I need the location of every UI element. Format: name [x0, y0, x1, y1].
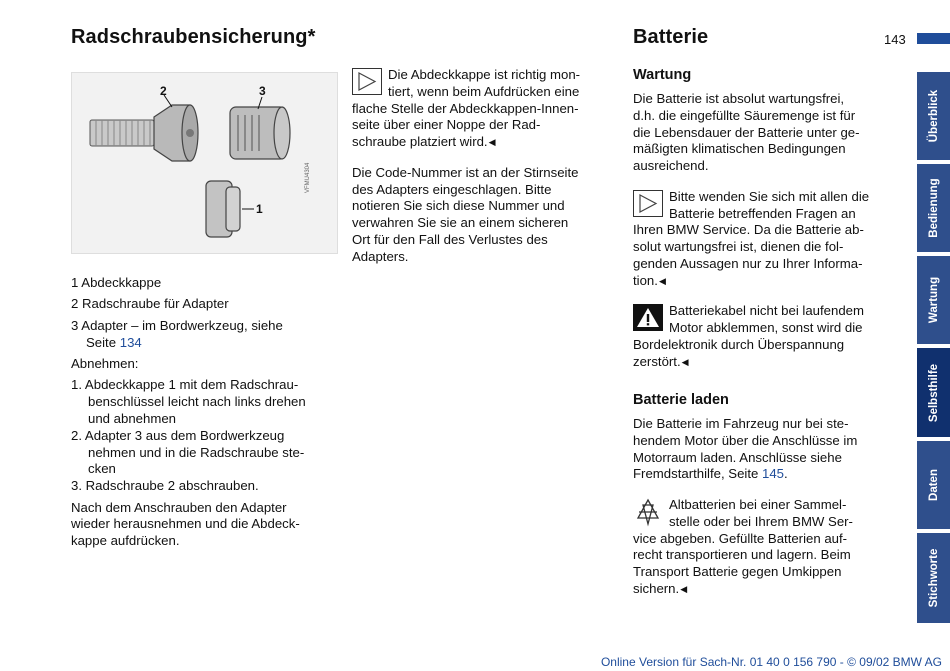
figure-callout-3: 3 — [259, 84, 266, 98]
end-marker-icon: ◀ — [681, 356, 689, 367]
warning-icon — [633, 304, 663, 331]
recycle-line-6-text: sichern. — [633, 580, 680, 596]
tab-label-wartung: Wartung — [927, 276, 940, 324]
recycle-icon — [633, 497, 663, 527]
abnehmen-heading: Abnehmen: — [71, 355, 139, 371]
step-1-line-2: benschlüssel leicht nach links drehen — [88, 394, 306, 410]
cap-note-line-5-text: schraube platziert wird. — [352, 134, 488, 150]
recycle-line-1: Altbatterien bei einer Sammel- — [669, 496, 847, 512]
tab-daten[interactable] — [917, 441, 950, 529]
service-note-line-2: Batterie betreffenden Fragen an — [669, 205, 856, 221]
service-note-line-6-text: tion. — [633, 272, 658, 288]
tab-label-stichworte: Stichworte — [927, 548, 940, 608]
code-para-line-6: Adapters. — [352, 248, 409, 264]
code-para-line-3: notieren Sie sich diese Nummer und — [352, 198, 565, 214]
step-2-line-1: 2. Adapter 3 aus dem Bordwerkzeug — [71, 427, 285, 443]
legend-item-3-ref — [71, 335, 343, 352]
warning-line-3: Bordelektronik durch Überspannung — [633, 336, 845, 352]
tab-label-ueberblick: Überblick — [927, 89, 940, 143]
end-marker-icon: ◀ — [488, 137, 496, 148]
recycle-line-3: vice abgeben. Gefüllte Batterien auf- — [633, 530, 848, 546]
warning-line-4 — [633, 354, 908, 371]
legend-item-2: 2 Radschraube für Adapter — [71, 296, 229, 312]
laden-line-4-text: Fremdstarthilfe, Seite — [633, 466, 762, 482]
recycle-line-4: recht transportieren und lagern. Beim — [633, 547, 851, 563]
service-note-line-4: solut wartungsfrei ist, dienen die fol- — [633, 239, 844, 255]
after-para-line-2: wieder herausnehmen und die Abdeck- — [71, 516, 300, 532]
cap-note-line-1: Die Abdeckkappe ist richtig mon- — [388, 67, 581, 82]
left-column-text — [71, 275, 343, 550]
cap-note-line-3: flache Stelle der Abdeckkappen-Innen- — [352, 100, 579, 116]
wartung-heading: Wartung — [633, 67, 692, 83]
legend-item-3: 3 Adapter – im Bordwerkzeug, siehe — [71, 317, 283, 333]
tab-label-bedienung: Bedienung — [927, 178, 940, 238]
recycle-line-2: stelle oder bei Ihrem BMW Ser- — [669, 513, 853, 529]
warning-line-4-text: zerstört. — [633, 353, 681, 369]
page-number: 143 — [884, 32, 906, 47]
step-3-line-1: 3. Radschraube 2 abschrauben. — [71, 478, 259, 494]
wheel-bolt-drawing — [72, 73, 339, 255]
note-arrow-icon — [633, 190, 663, 217]
wheel-lock-illustration — [71, 72, 338, 254]
cap-note-line-4: seite über einer Noppe der Rad- — [352, 117, 541, 133]
batterie-laden-heading: Batterie laden — [633, 392, 729, 408]
page-link-134[interactable]: 134 — [119, 334, 142, 350]
laden-period: . — [784, 466, 788, 482]
step-2-line-3: cken — [88, 461, 116, 477]
warning-line-1: Batteriekabel nicht bei laufendem — [669, 303, 865, 319]
page-marker-bar — [917, 33, 950, 44]
legend-item-1: 1 Abdeckkappe — [71, 275, 162, 290]
code-para-line-4: verwahren Sie sie an einem sicheren — [352, 215, 569, 231]
service-note-line-5: genden Aussagen nur zu Ihrer Informa- — [633, 255, 863, 271]
warning-line-2: Motor abklemmen, sonst wird die — [669, 320, 863, 336]
tab-ueberblick[interactable] — [917, 72, 950, 160]
after-para-line-1: Nach dem Anschrauben den Adapter — [71, 499, 287, 515]
service-note-line-6 — [633, 273, 908, 290]
section-title-batterie: Batterie — [633, 26, 709, 48]
wartung-line-2: d.h. die eingefüllte Säuremenge ist für — [633, 107, 856, 123]
legend-item-3-ref-text: Seite — [86, 334, 120, 350]
after-para-line-3: kappe aufdrücken. — [71, 533, 180, 549]
service-note-line-1: Bitte wenden Sie sich mit allen die — [669, 188, 870, 204]
wartung-line-1: Die Batterie ist absolut wartungsfrei, — [633, 91, 845, 106]
footer-note: Online Version für Sach-Nr. 01 40 0 156 790 - © 09/02 BMW AG — [600, 655, 942, 669]
code-para-line-1: Die Code-Nummer ist an der Stirnseite — [352, 164, 579, 180]
laden-line-4 — [633, 466, 908, 483]
tab-label-selbsthilfe: Selbsthilfe — [927, 363, 940, 422]
step-1-line-3: und abnehmen — [88, 410, 176, 426]
recycle-line-5: Transport Batterie gegen Umkippen — [633, 564, 842, 580]
middle-column-text — [352, 67, 622, 266]
step-2-line-2: nehmen und in die Radschraube ste- — [88, 444, 305, 460]
cap-note-line-5 — [352, 134, 622, 151]
figure-callout-2: 2 — [160, 84, 167, 98]
step-1-line-1: 1. Abdeckkappe 1 mit dem Radschrau- — [71, 377, 299, 393]
wartung-line-4: mäßigten klimatischen Bedingungen — [633, 141, 846, 157]
note-arrow-icon — [352, 68, 382, 95]
code-para-line-2: des Adapters eingeschlagen. Bitte — [352, 181, 552, 197]
right-column-text — [633, 91, 908, 371]
figure-code: VFMU4304 — [305, 162, 311, 193]
tab-selbsthilfe[interactable] — [917, 348, 950, 437]
wartung-line-3: die Lebensdauer der Batterie unter ge- — [633, 124, 860, 140]
section-title-radschraubensicherung: Radschraubensicherung* — [71, 26, 316, 48]
laden-text — [633, 416, 908, 598]
laden-line-2: hendem Motor über die Anschlüsse im — [633, 432, 858, 448]
wartung-line-5: ausreichend. — [633, 158, 709, 174]
code-para-line-5: Ort für den Fall des Verlustes des — [352, 231, 548, 247]
laden-line-1: Die Batterie im Fahrzeug nur bei ste- — [633, 416, 849, 431]
tab-stichworte[interactable] — [917, 533, 950, 623]
figure-callout-1: 1 — [256, 202, 263, 216]
tab-wartung[interactable] — [917, 256, 950, 344]
end-marker-icon: ◀ — [658, 275, 666, 286]
recycle-line-6 — [633, 581, 908, 598]
service-note-line-3: Ihren BMW Service. Da die Batterie ab- — [633, 222, 864, 238]
cap-note-line-2: tiert, wenn beim Aufdrücken eine — [388, 83, 580, 99]
page-link-145[interactable]: 145 — [762, 466, 785, 482]
end-marker-icon: ◀ — [680, 583, 688, 594]
tab-bedienung[interactable] — [917, 164, 950, 252]
tab-label-daten: Daten — [927, 469, 940, 501]
laden-line-3: Motorraum laden. Anschlüsse siehe — [633, 449, 842, 465]
